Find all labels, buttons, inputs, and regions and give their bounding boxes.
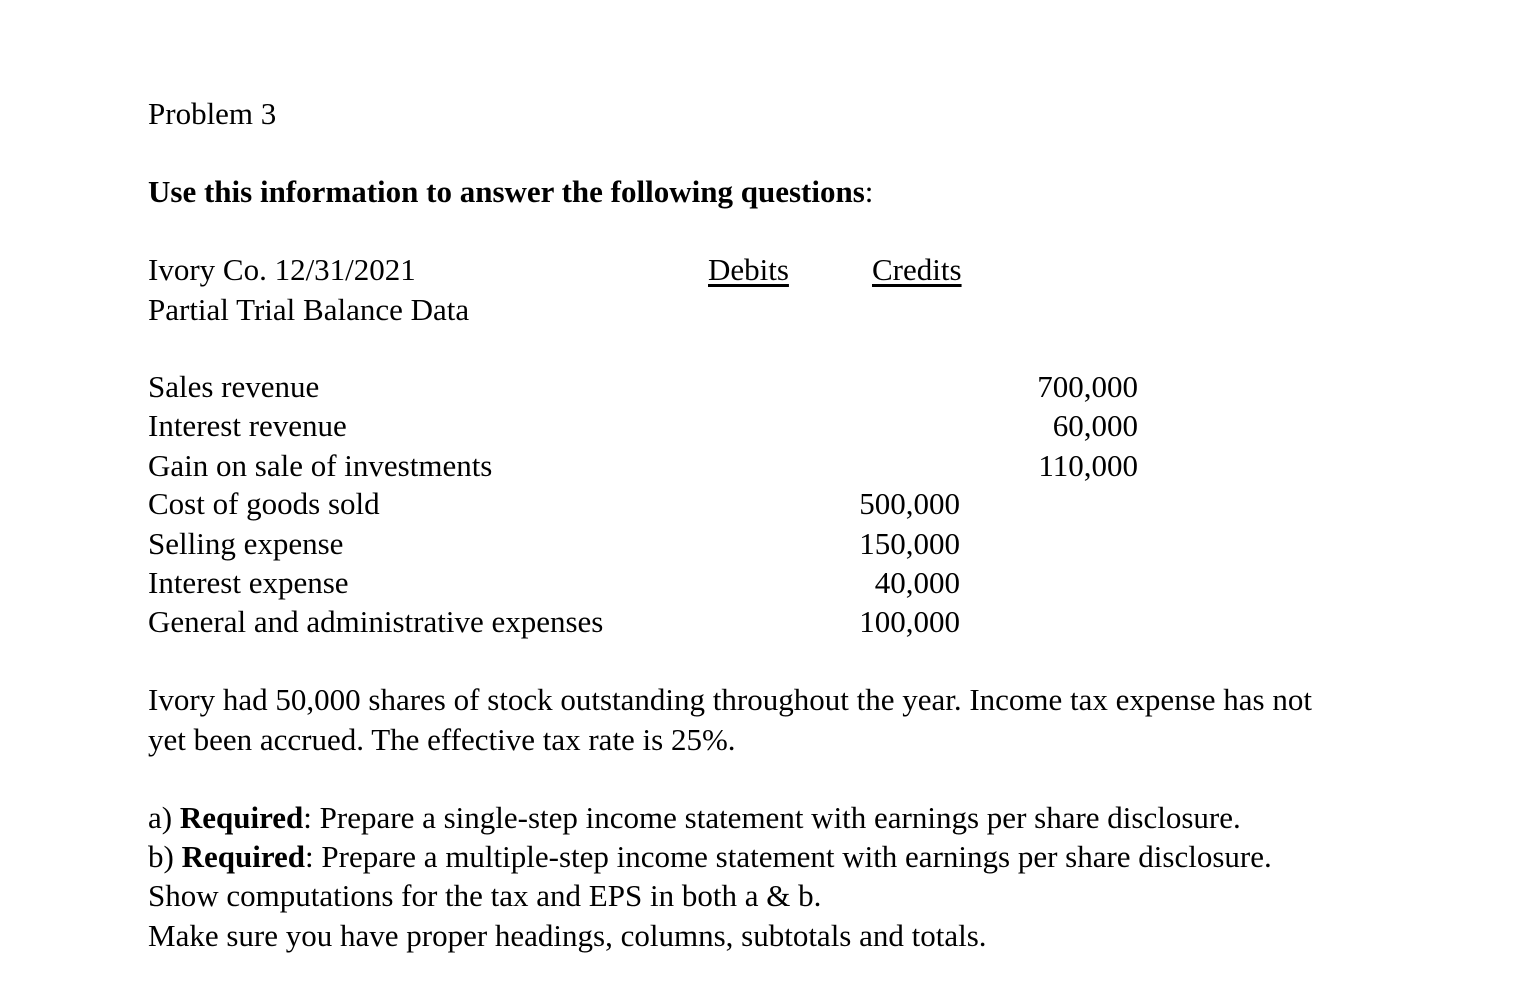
requirement-a-label: Required [179,800,304,835]
instruction-colon: : [864,174,874,209]
instruction-heading [148,172,873,212]
row-label: General and administrative expenses [148,604,604,639]
show-computations-note: Show computations for the tax and EPS in both a & b. [148,878,822,913]
instruction-text: Use this information to answer the following questions [148,174,865,209]
table-row [148,563,998,603]
row-debit: 500,000 [859,486,960,521]
table-row [148,602,998,642]
trial-balance-subtitle: Partial Trial Balance Data [148,292,470,327]
shares-paragraph-line2: yet been accrued. The effective tax rate is 25%. [148,722,736,757]
requirement-a-text: : Prepare a single-step income statement with earnings per share disclosure. [303,800,1241,835]
row-credit: 60,000 [1052,408,1138,443]
requirement-a [148,798,1241,838]
row-label: Cost of goods sold [148,486,380,521]
credits-column-header: Credits [872,252,962,287]
row-label: Gain on sale of investments [148,448,493,483]
row-label: Interest expense [148,565,349,600]
row-debit: 150,000 [859,526,960,561]
problem-title: Problem 3 [148,96,277,131]
debits-column-header: Debits [708,252,789,287]
requirement-b-text: : Prepare a multiple-step income statement with earnings per share disclosure. [305,839,1272,874]
company-line: Ivory Co. 12/31/2021 [148,252,416,287]
requirement-b [148,837,1272,877]
table-row [148,446,1138,486]
requirement-b-label: Required [181,839,306,874]
table-row [148,484,998,524]
table-row [148,406,1138,446]
row-debit: 40,000 [874,565,960,600]
table-row [148,367,1138,407]
row-label: Sales revenue [148,369,320,404]
row-debit: 100,000 [859,604,960,639]
requirement-b-prefix: b) [148,839,182,874]
row-label: Interest revenue [148,408,347,443]
table-row [148,524,998,564]
requirement-a-prefix: a) [148,800,180,835]
row-label: Selling expense [148,526,344,561]
row-credit: 700,000 [1037,369,1138,404]
shares-paragraph-line1: Ivory had 50,000 shares of stock outstanding throughout the year. Income tax expense has not [148,682,1312,717]
headings-note: Make sure you have proper headings, columns, subtotals and totals. [148,918,987,953]
row-credit: 110,000 [1038,448,1138,483]
